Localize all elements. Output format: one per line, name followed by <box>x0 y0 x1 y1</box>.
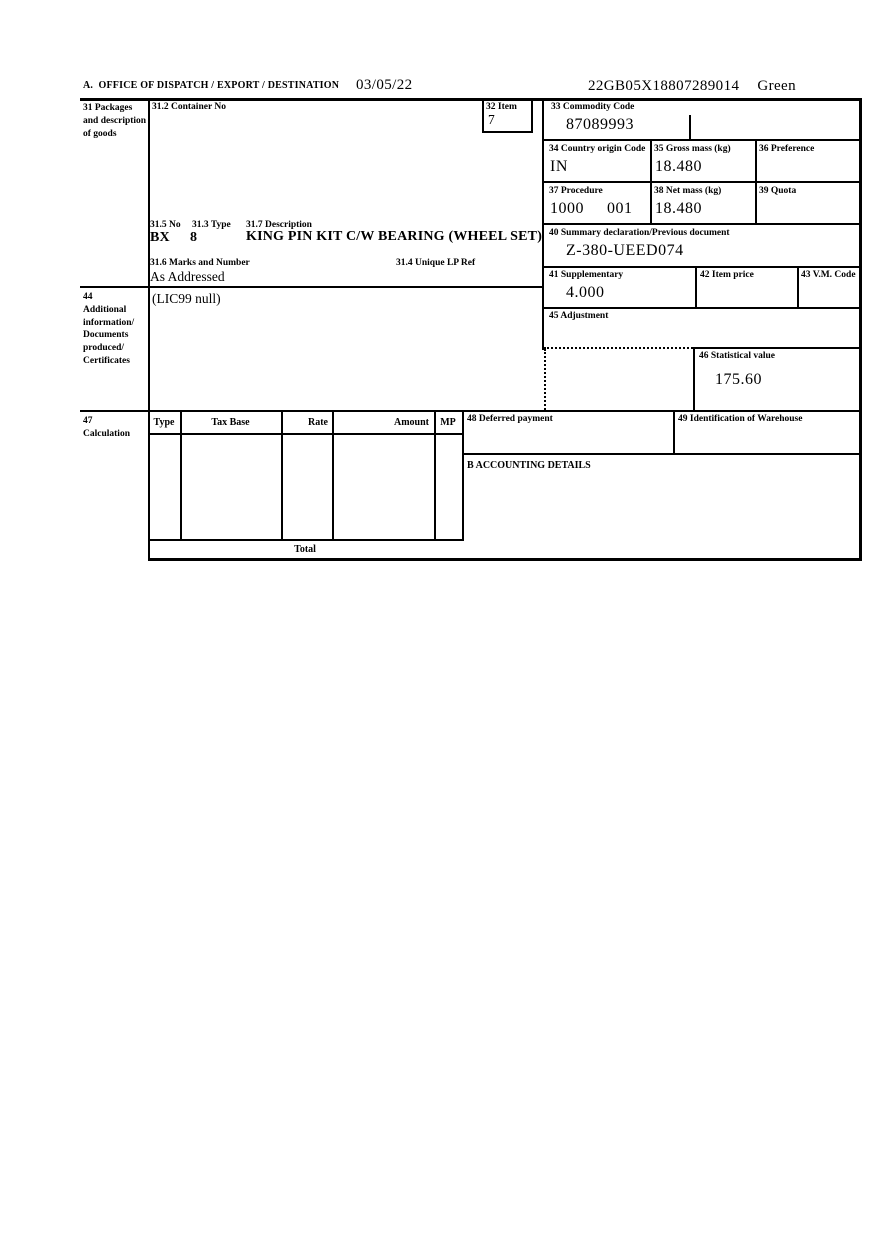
box48-left-border <box>462 410 464 541</box>
commodity-code-value: 87089993 <box>566 116 634 133</box>
procedure-code-extra-value: 001 <box>607 200 633 217</box>
supplementary-units-value: 4.000 <box>566 284 605 301</box>
unique-lp-ref-label: 31.4 Unique LP Ref <box>396 258 476 268</box>
box47-top-border <box>80 410 862 412</box>
box43-label: 43 V.M. Code <box>801 270 856 280</box>
marks-number-value: As Addressed <box>150 269 225 284</box>
box44-label <box>83 291 149 368</box>
col42-43-divider <box>797 266 799 309</box>
table-header-bottom-border <box>148 433 464 435</box>
accounting-details-label: B ACCOUNTING DETAILS <box>467 460 591 471</box>
marks-number-label: 31.6 Marks and Number <box>150 258 250 268</box>
column-header-tax-base: Tax Base <box>211 417 250 428</box>
movement-reference: 22GB05X18807289014 <box>588 78 740 94</box>
box36-label: 36 Preference <box>759 144 815 154</box>
statistical-value: 175.60 <box>715 371 762 388</box>
box47-label <box>83 415 147 441</box>
box33-label: 33 Commodity Code <box>551 102 635 112</box>
previous-document-value: Z-380-UEED074 <box>566 242 684 259</box>
box48-label: 48 Deferred payment <box>467 414 553 424</box>
calculation-total-label: Total <box>294 544 316 555</box>
column-header-mp: MP <box>440 417 456 428</box>
box45-dotted-bottom <box>544 347 693 349</box>
box33-bottom-border <box>544 139 862 141</box>
net-mass-value: 18.480 <box>655 200 702 217</box>
box46-left-border <box>693 347 695 412</box>
box37-label: 37 Procedure <box>549 186 603 196</box>
row48-49-bottom-border <box>462 453 862 455</box>
box40-bottom-border <box>544 266 862 268</box>
packages-no-value: BX <box>150 230 170 245</box>
col35-36-divider <box>755 139 757 225</box>
box49-label: 49 Identification of Warehouse <box>678 414 803 424</box>
packages-type-label: 31.3 Type <box>192 220 231 230</box>
country-origin-value: IN <box>550 158 568 175</box>
box47-label-text: Calculation <box>83 428 130 439</box>
box44-number: 44 <box>83 292 93 302</box>
box44-label-text: Additional information/ Documents produced/ Certificates <box>83 304 135 367</box>
box42-label: 42 Item price <box>700 270 754 280</box>
routing-status: Green <box>757 78 797 94</box>
table-body-bottom-border <box>148 539 464 541</box>
box32-left-border <box>482 98 484 133</box>
box39-label: 39 Quota <box>759 186 797 196</box>
section-a-title: A. OFFICE OF DISPATCH / EXPORT / DESTINATION <box>83 80 340 91</box>
container-no-label: 31.2 Container No <box>152 102 226 112</box>
box34-label: 34 Country origin Code <box>549 144 646 154</box>
box38-label: 38 Net mass (kg) <box>654 186 722 196</box>
col34-35-divider <box>650 139 652 225</box>
box41-label: 41 Supplementary <box>549 270 624 280</box>
row37-39-bottom-border <box>544 223 862 225</box>
outer-right-border <box>859 98 862 561</box>
outer-top-border <box>80 98 862 101</box>
col48-49-divider <box>673 410 675 455</box>
box32-right-border <box>531 98 533 133</box>
box31-label: 31 Packages and description of goods <box>83 103 147 139</box>
box44-top-border <box>80 286 544 288</box>
declaration-date: 03/05/22 <box>356 77 413 93</box>
box32-label: 32 Item <box>486 102 517 112</box>
item-number-value: 7 <box>488 112 495 127</box>
packages-type-value: 8 <box>190 230 198 245</box>
box35-label: 35 Gross mass (kg) <box>654 144 731 154</box>
col41-42-divider <box>695 266 697 309</box>
goods-description-label: 31.7 Description <box>246 220 312 230</box>
packages-no-label: 31.5 No <box>150 220 181 230</box>
column-header-type: Type <box>153 417 175 428</box>
box47-number: 47 <box>83 416 93 426</box>
box32-bottom-border <box>482 131 533 133</box>
column-header-rate: Rate <box>308 417 328 428</box>
reference-row <box>588 78 796 95</box>
outer-bottom-border <box>148 558 862 561</box>
gross-mass-value: 18.480 <box>655 158 702 175</box>
commodity-code-divider <box>689 115 691 141</box>
additional-information-value: (LIC99 null) <box>152 291 221 306</box>
goods-description-value: KING PIN KIT C/W BEARING (WHEEL SET) <box>246 229 543 244</box>
box40-label: 40 Summary declaration/Previous document <box>549 228 730 238</box>
column-header-amount: Amount <box>393 417 429 428</box>
box45-label: 45 Adjustment <box>549 311 609 321</box>
procedure-code-value: 1000 <box>550 200 584 217</box>
box45-dotted-left <box>544 349 546 410</box>
box46-top-border <box>693 347 862 349</box>
row41-43-bottom-border <box>544 307 862 309</box>
row34-36-bottom-border <box>544 181 862 183</box>
box46-label: 46 Statistical value <box>699 351 775 361</box>
